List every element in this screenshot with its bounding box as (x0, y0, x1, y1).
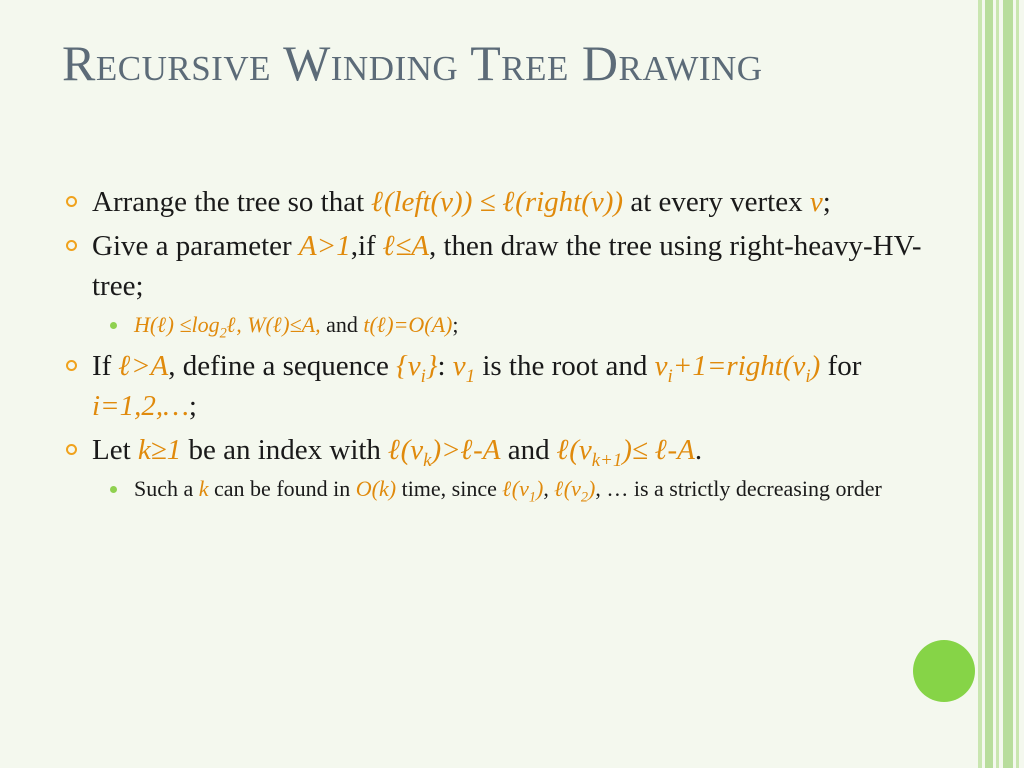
slide-title: Recursive Winding Tree Drawing (62, 35, 763, 91)
bullet-4-sub-1: Such a k can be found in O(k) time, since $\ell(v_1)$, $\ell(v_2)$, … is a strictly decreasing order (62, 474, 922, 504)
bullet-dot-icon (110, 486, 117, 493)
bullet-list (62, 182, 922, 510)
stripe-4 (1003, 0, 1013, 768)
bullet-3: If ℓ>A, define a sequence $\{v_i\}$: $v_1$ is the root and $v_i+1=right(v_i)$ for i=1,2,…; (62, 346, 922, 426)
bullet-ring-icon (66, 240, 77, 251)
bullet-4: Let k≥1 be an index with $\ell(v_k)>\ell-A$ and $\ell(v_{k+1})\le$ ℓ-A. (62, 430, 922, 470)
bullet-ring-icon (66, 360, 77, 371)
stripe-3 (996, 0, 999, 768)
bullet-2-sub-1: H(ℓ) $\le\log_2\ell$, W(ℓ)≤A, and t(ℓ)=O(A); (62, 310, 922, 340)
green-circle-icon (913, 640, 975, 702)
bullet-ring-icon (66, 444, 77, 455)
bullet-2: Give a parameter A>1,if ℓ≤A, then draw the tree using right-heavy-HV-tree; (62, 226, 922, 306)
bullet-ring-icon (66, 196, 77, 207)
bullet-dot-icon (110, 322, 117, 329)
stripe-5 (1016, 0, 1019, 768)
bullet-1: Arrange the tree so that ℓ(left(v)) ≤ ℓ(right(v)) at every vertex v; (62, 182, 922, 222)
stripe-1 (978, 0, 982, 768)
stripe-2 (985, 0, 993, 768)
